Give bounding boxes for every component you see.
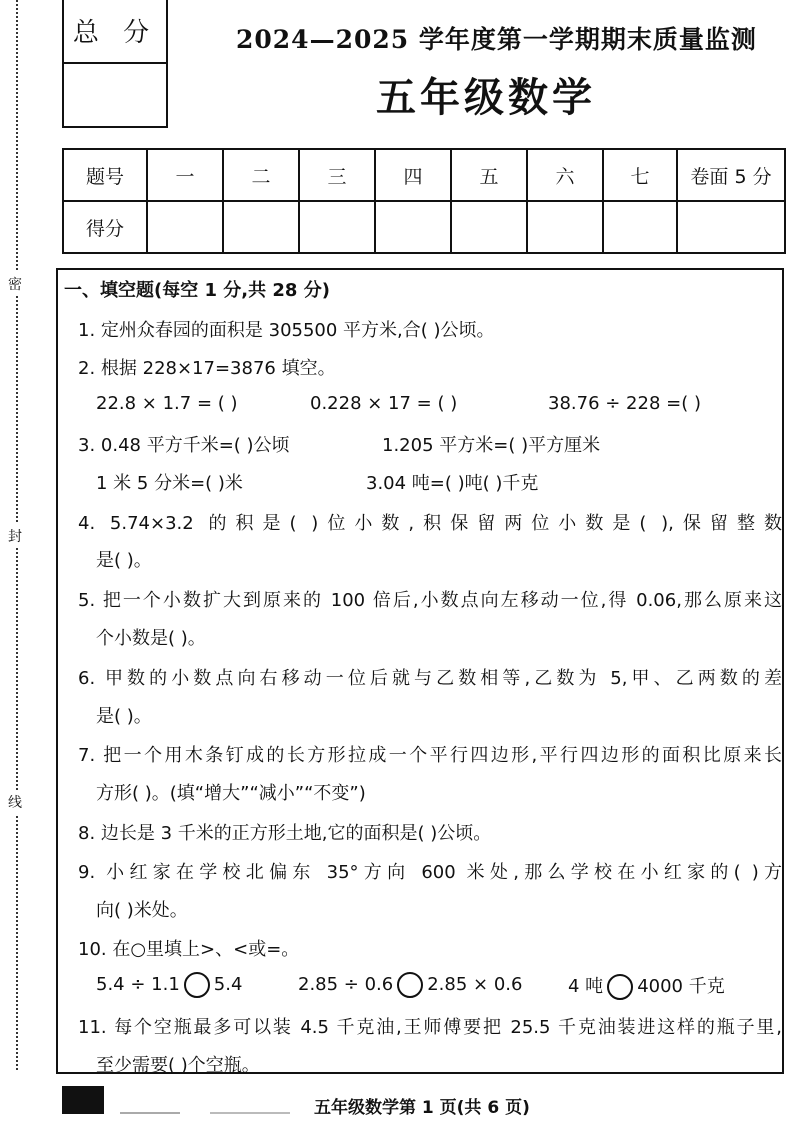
score-header-cell: 六: [527, 149, 603, 201]
score-table: [62, 148, 786, 254]
subject-title: 五年级数学: [376, 75, 596, 121]
score-header-cell: 三: [299, 149, 375, 201]
q10-right-3: 4000 千克: [637, 976, 725, 997]
score-cell[interactable]: [527, 201, 603, 253]
score-header-cell: 卷面 5 分: [677, 149, 785, 201]
total-score-divider: [64, 62, 166, 64]
score-header-cell: 一: [147, 149, 223, 201]
question-3d: 3.04 吨=( )吨( )千克: [366, 473, 539, 494]
q2-blank-c: 38.76 ÷ 228 =( ): [548, 393, 701, 414]
q10-compare-1: [96, 972, 242, 998]
footer-rule: [210, 1112, 290, 1114]
question-8: 8. 边长是 3 千米的正方形土地,它的面积是( )公顷。: [78, 823, 492, 844]
registration-mark: [62, 1086, 104, 1114]
question-3a: 3. 0.48 平方千米=( )公顷: [78, 435, 290, 456]
section-title: 一、填空题(每空 1 分,共 28 分): [64, 280, 330, 301]
question-3b: 1.205 平方米=( )平方厘米: [382, 435, 601, 456]
score-header-cell: 题号: [63, 149, 147, 201]
q10-right-1: 5.4: [213, 974, 243, 995]
score-cell[interactable]: [299, 201, 375, 253]
q10-left-2: 2.85 ÷ 0.6: [298, 974, 394, 995]
score-header-cell: 四: [375, 149, 451, 201]
exam-title: 2024—2025 学年度第一学期期末质量监测: [236, 25, 757, 54]
binding-char-feng: 封: [8, 524, 22, 548]
page-footer: 五年级数学第 1 页(共 6 页): [314, 1098, 530, 1118]
question-2: 2. 根据 228×17=3876 填空。: [78, 358, 336, 379]
q10-left-1: 5.4 ÷ 1.1: [96, 974, 180, 995]
q10-left-3: 4 吨: [568, 976, 604, 997]
compare-circle-3[interactable]: [607, 974, 633, 1000]
binding-char-mi: 密: [8, 272, 22, 296]
question-7-line1: 7. 把一个用木条钉成的长方形拉成一个平行四边形,平行四边形的面积比原来长: [78, 745, 782, 766]
score-cell[interactable]: [147, 201, 223, 253]
q10-compare-3: [568, 972, 725, 1000]
score-cell[interactable]: [375, 201, 451, 253]
question-1: 1. 定州众春园的面积是 305500 平方米,合( )公顷。: [78, 320, 495, 341]
question-9-line2: 向( )米处。: [96, 900, 188, 921]
question-3c: 1 米 5 分米=( )米: [96, 473, 243, 494]
q2-blank-a: 22.8 × 1.7 = ( ): [96, 393, 238, 414]
compare-circle-2[interactable]: [397, 972, 423, 998]
total-score-label: 总 分: [72, 18, 158, 48]
score-header-cell: 五: [451, 149, 527, 201]
question-11-line1: 11. 每个空瓶最多可以装 4.5 千克油,王师傅要把 25.5 千克油装进这样的瓶子里,: [78, 1017, 782, 1038]
total-score-box: [62, 0, 168, 128]
compare-circle-1[interactable]: [184, 972, 210, 998]
question-5-line2: 个小数是( )。: [96, 628, 206, 649]
score-cell[interactable]: [677, 201, 785, 253]
score-header-cell: 二: [223, 149, 299, 201]
score-header-cell: 七: [603, 149, 677, 201]
question-6-line2: 是( )。: [96, 706, 152, 727]
footer-rule: [120, 1112, 180, 1114]
binding-char-xian: 线: [8, 790, 22, 814]
score-table-value-row: [63, 201, 785, 253]
question-4-line2: 是( )。: [96, 550, 152, 571]
q10-right-2: 2.85 × 0.6: [427, 974, 523, 995]
question-10: 10. 在○里填上>、<或=。: [78, 939, 300, 960]
question-6-line1: 6. 甲数的小数点向右移动一位后就与乙数相等,乙数为 5,甲、乙两数的差: [78, 668, 782, 689]
question-11-line2: 至少需要( )个空瓶。: [96, 1055, 260, 1076]
question-7-line2: 方形( )。(填“增大”“减小”“不变”): [96, 783, 366, 804]
score-row-label: 得分: [63, 201, 147, 253]
score-table-header-row: [63, 149, 785, 201]
score-cell[interactable]: [603, 201, 677, 253]
question-5-line1: 5. 把一个小数扩大到原来的 100 倍后,小数点向左移动一位,得 0.06,那么原来这: [78, 590, 782, 611]
question-9-line1: 9. 小红家在学校北偏东 35°方向 600 米处,那么学校在小红家的( )方: [78, 862, 782, 883]
question-4-line1: 4. 5.74×3.2 的积是( )位小数,积保留两位小数是( ),保留整数: [78, 513, 782, 534]
q10-compare-2: [298, 972, 522, 998]
score-cell[interactable]: [223, 201, 299, 253]
q2-blank-b: 0.228 × 17 = ( ): [310, 393, 458, 414]
score-cell[interactable]: [451, 201, 527, 253]
